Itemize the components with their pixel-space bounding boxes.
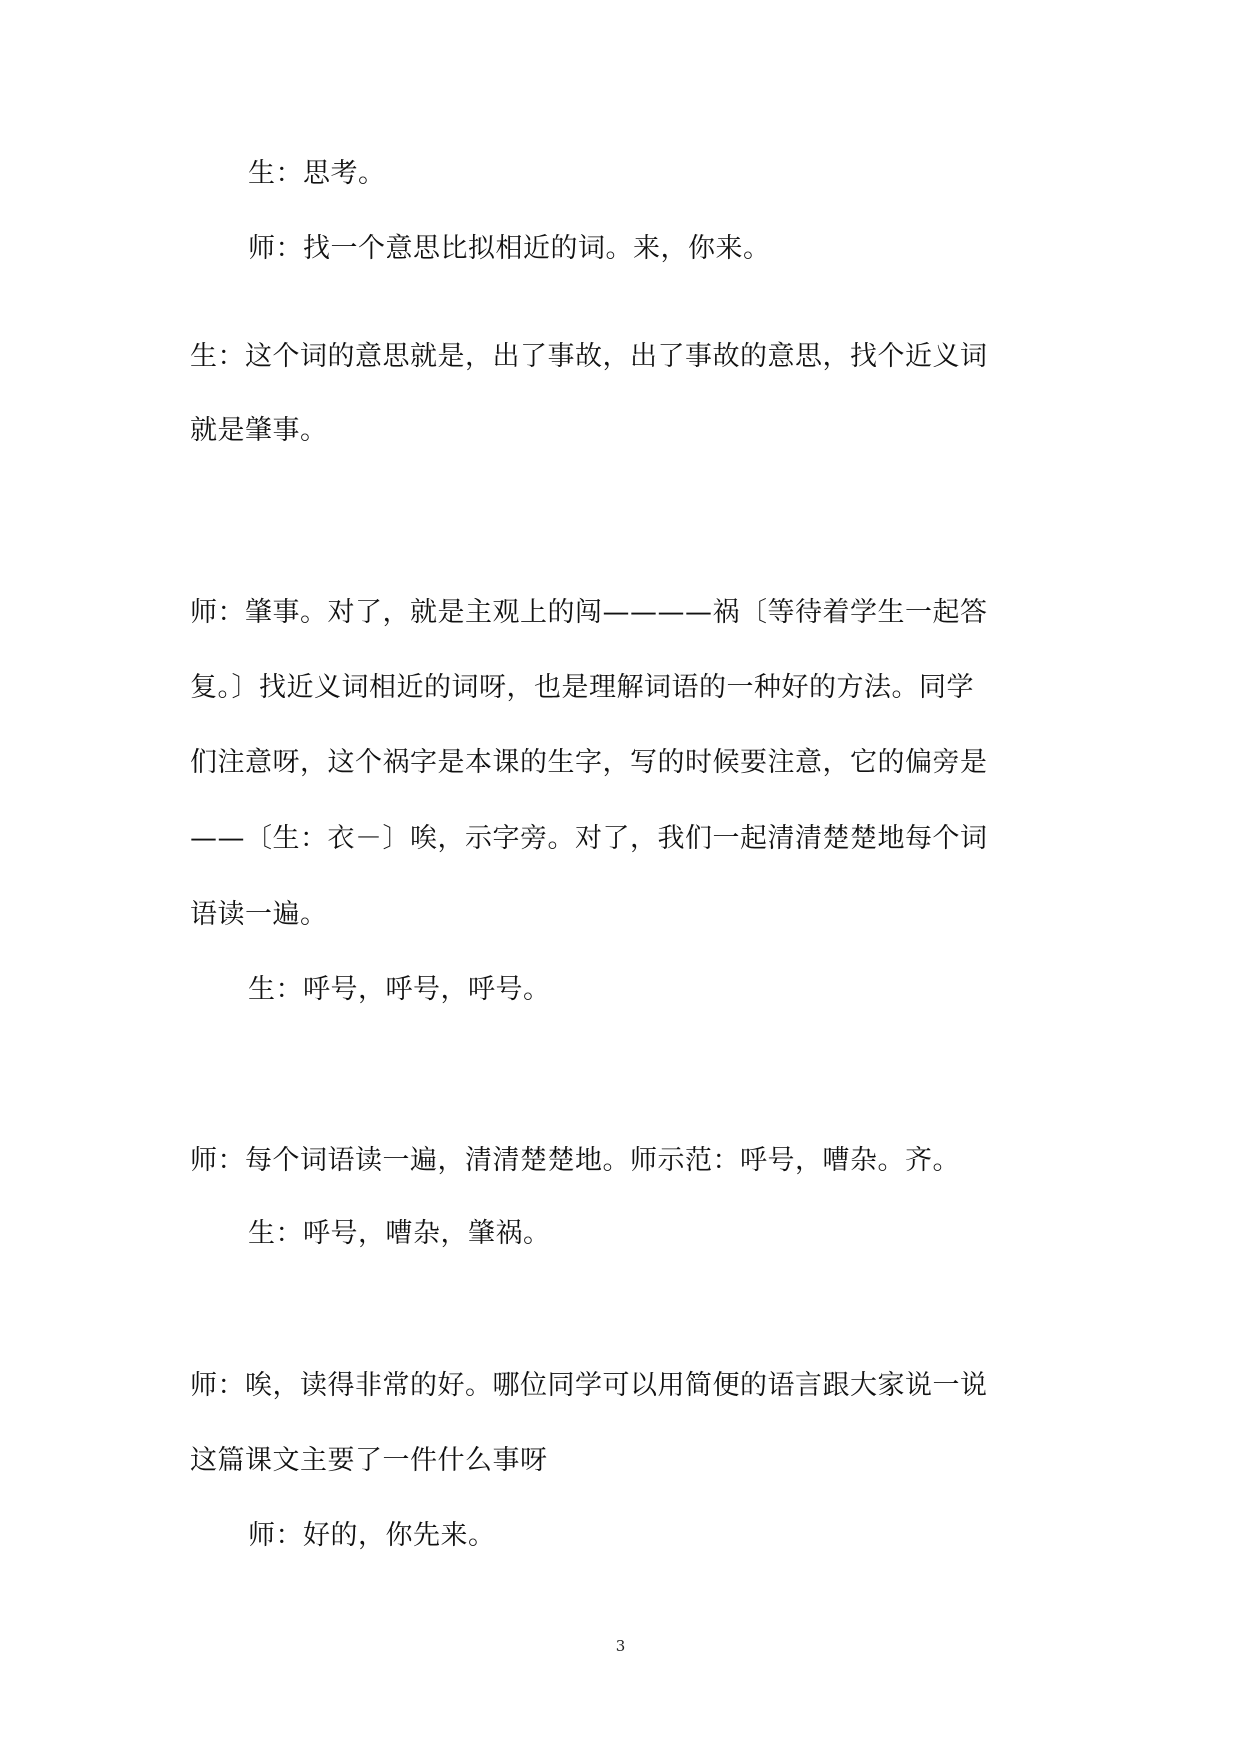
dialogue-line: 就是肇事。 — [190, 415, 328, 446]
dialogue-line: 这篇课文主要了一件什么事呀 — [190, 1445, 548, 1476]
dialogue-line: 复。〕找近义词相近的词呀，也是理解词语的一种好的方法。同学 — [190, 672, 974, 703]
dialogue-line: 生：思考。 — [248, 158, 386, 189]
dialogue-line: 生：这个词的意思就是，出了事故，出了事故的意思，找个近义词 — [190, 341, 988, 372]
dialogue-line: 师：唉，读得非常的好。哪位同学可以用简便的语言跟大家说一说 — [190, 1370, 988, 1401]
dialogue-line: 师：每个词语读一遍，清清楚楚地。师示范：呼号，嘈杂。齐。 — [190, 1145, 960, 1176]
dialogue-line: 生：呼号，嘈杂，肇祸。 — [248, 1218, 551, 1249]
dialogue-line: 师：找一个意思比拟相近的词。来，你来。 — [248, 233, 771, 264]
dialogue-line: 师：肇事。对了，就是主观上的闯————祸〔等待着学生一起答 — [190, 597, 988, 628]
dialogue-line: 们注意呀，这个祸字是本课的生字，写的时候要注意，它的偏旁是 — [190, 747, 988, 778]
page-number: 3 — [615, 1637, 626, 1655]
dialogue-line: ——〔生：衣－〕唉，示字旁。对了，我们一起清清楚楚地每个词 — [190, 823, 988, 854]
dialogue-line: 生：呼号，呼号，呼号。 — [248, 974, 551, 1005]
dialogue-line: 师：好的，你先来。 — [248, 1520, 496, 1551]
dialogue-line: 语读一遍。 — [190, 899, 328, 930]
